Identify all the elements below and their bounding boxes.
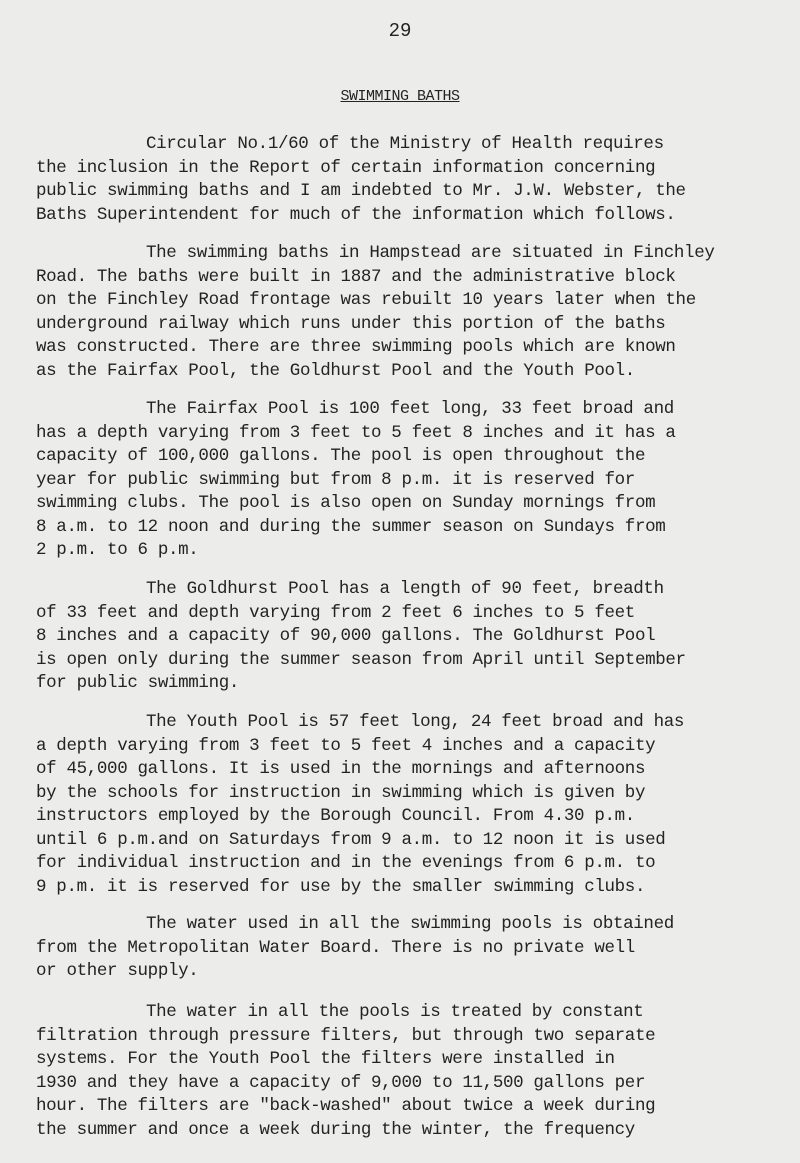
text-line: of 45,000 gallons. It is used in the mornings and afternoons [36, 759, 646, 779]
paragraph-youth-pool [36, 711, 786, 899]
section-heading: SWIMMING BATHS [340, 88, 460, 105]
text-line: The swimming baths in Hampstead are situated in Finchley [146, 243, 715, 263]
text-line: The water used in all the swimming pools is obtained [146, 914, 674, 934]
paragraph-water-supply [36, 913, 786, 984]
text-line: was constructed. There are three swimming pools which are known [36, 337, 676, 357]
text-line: public swimming baths and I am indebted to Mr. J.W. Webster, the [36, 181, 686, 201]
text-line: year for public swimming but from 8 p.m. it is reserved for [36, 469, 635, 490]
text-line: the summer and once a week during the winter, the frequency [36, 1119, 635, 1140]
text-line: until 6 p.m.and on Saturdays from 9 a.m. to 12 noon it is used [36, 829, 666, 850]
text-line: hour. The filters are "back-washed" about twice a week during [36, 1096, 656, 1116]
text-line: for individual instruction and in the evenings from 6 p.m. to [36, 853, 656, 873]
paragraph-location [36, 242, 786, 383]
text-line: or other supply. [36, 961, 199, 981]
text-line: the inclusion in the Report of certain information concerning [36, 157, 656, 178]
paragraph-goldhurst-pool [36, 578, 786, 696]
text-line: on the Finchley Road frontage was rebuilt 10 years later when the [36, 290, 696, 310]
text-line: systems. For the Youth Pool the filters were installed in [36, 1049, 615, 1069]
page-number: 29 [388, 20, 412, 42]
text-line: underground railway which runs under this portion of the baths [36, 313, 666, 334]
text-line: as the Fairfax Pool, the Goldhurst Pool and the Youth Pool. [36, 360, 635, 381]
paragraph-circular [36, 133, 786, 227]
text-line: The Youth Pool is 57 feet long, 24 feet broad and has [146, 712, 685, 732]
text-line: instructors employed by the Borough Council. From 4.30 p.m. [36, 806, 635, 826]
text-line: from the Metropolitan Water Board. There is no private well [36, 937, 635, 958]
text-line: by the schools for instruction in swimming which is given by [36, 782, 646, 803]
text-line: swimming clubs. The pool is also open on Sunday mornings from [36, 493, 656, 513]
text-line: filtration through pressure filters, but through two separate [36, 1025, 656, 1046]
text-line: of 33 feet and depth varying from 2 feet 6 inches to 5 feet [36, 602, 635, 623]
text-line: 9 p.m. it is reserved for use by the smaller swimming clubs. [36, 876, 646, 897]
text-line: is open only during the summer season from April until September [36, 649, 686, 670]
text-line: has a depth varying from 3 feet to 5 feet 8 inches and it has a [36, 422, 676, 443]
text-line: The Fairfax Pool is 100 feet long, 33 feet broad and [146, 399, 674, 419]
text-line: 8 a.m. to 12 noon and during the summer season on Sundays from [36, 516, 666, 537]
text-line: for public swimming. [36, 673, 240, 693]
text-line: Road. The baths were built in 1887 and the administrative block [36, 266, 676, 287]
text-line: capacity of 100,000 gallons. The pool is open throughout the [36, 446, 646, 466]
paragraph-water-treatment [36, 1001, 786, 1142]
text-line: 2 p.m. to 6 p.m. [36, 540, 199, 560]
text-line: 1930 and they have a capacity of 9,000 to 11,500 gallons per [36, 1072, 646, 1093]
text-line: The water in all the pools is treated by constant [146, 1002, 644, 1022]
text-line: 8 inches and a capacity of 90,000 gallons. The Goldhurst Pool [36, 626, 656, 646]
text-line: a depth varying from 3 feet to 5 feet 4 inches and a capacity [36, 735, 656, 756]
paragraph-fairfax-pool [36, 398, 786, 563]
text-line: Circular No.1/60 of the Ministry of Health requires [146, 134, 664, 154]
text-line: Baths Superintendent for much of the information which follows. [36, 204, 676, 225]
text-line: The Goldhurst Pool has a length of 90 feet, breadth [146, 579, 664, 599]
